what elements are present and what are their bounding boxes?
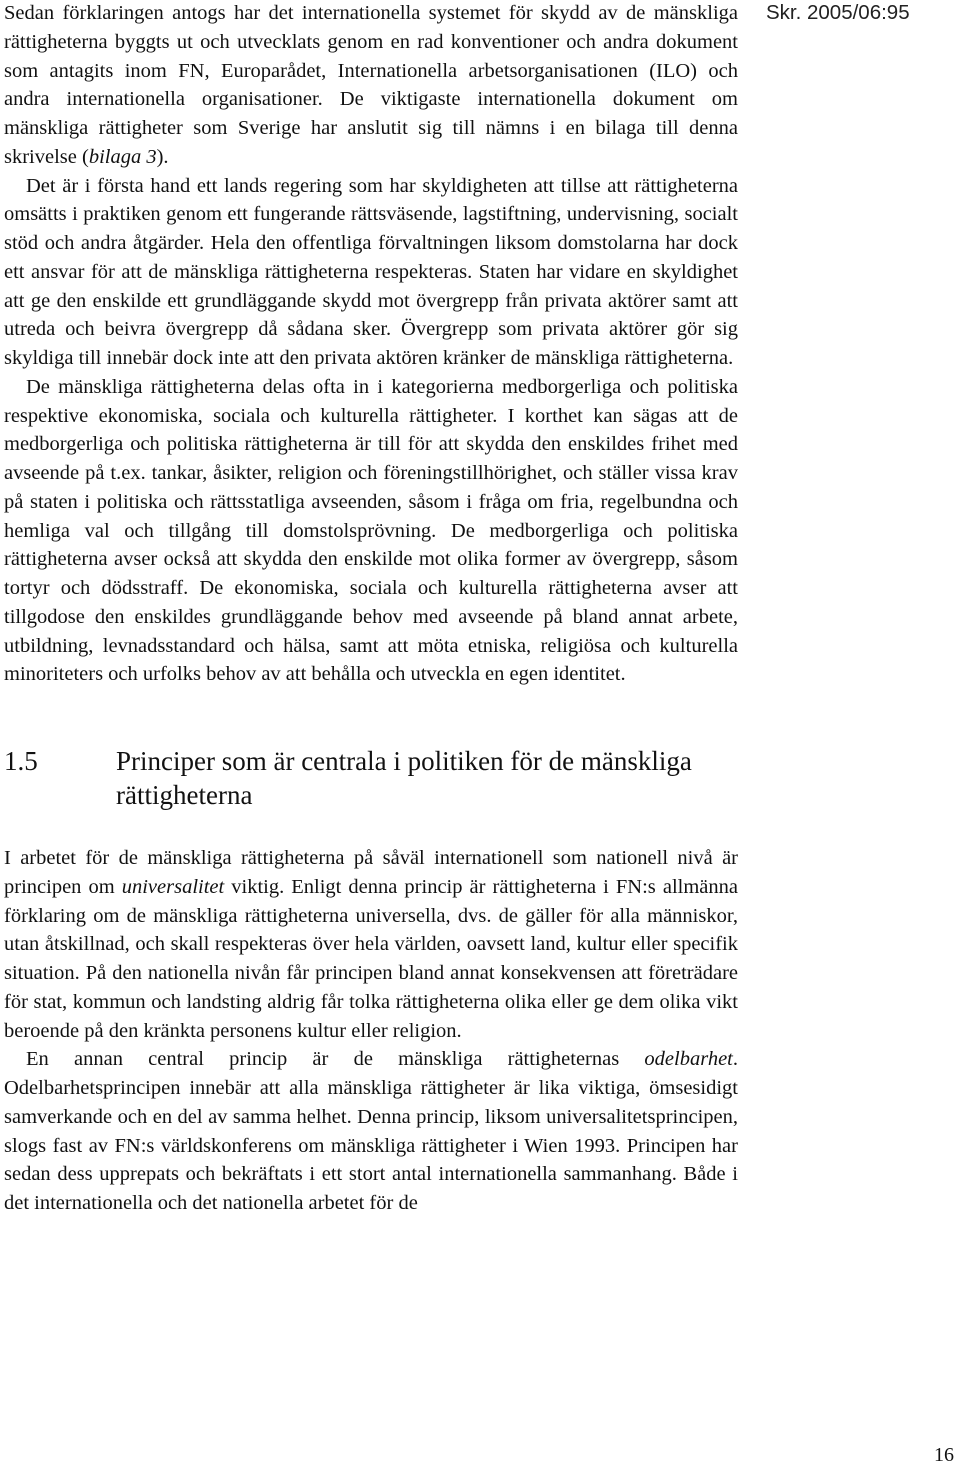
document-reference: Skr. 2005/06:95 [766,1,910,24]
paragraph-1-after: ). [156,145,169,168]
section-title: Principer som är centrala i politiken för de mänskliga rättigheterna [116,746,692,810]
body-column [4,0,738,1218]
section-number: 1.5 [4,746,38,776]
paragraph-1 [4,0,738,172]
page-number: 16 [934,1444,954,1466]
paragraph-3: De mänskliga rättigheterna delas ofta in i kategorierna medborgerliga och politiska respektive ekonomiska, sociala och kulturella rättigheter. I korthet kan sägas att de medborgerliga och politiska rättigheterna är till för att skydda den enskildes frihet med avseende på t.ex. tankar, åsikter, religion och föreningstillhörighet, och ställer vissa krav på staten i politiska och rättsstatliga avseenden, såsom i fråga om fria, regelbundna och hemliga val och tillgång till domstolsprövning. De medborgerliga och politiska rättigheterna avser också att skydda den enskilde mot olika former av övergrepp, såsom tortyr och dödsstraff. De ekonomiska, sociala och kulturella rättigheterna avser att tillgodose den enskildes grundläggande behov med avseende på bland annat arbete, utbildning, levnadsstandard och hälsa, samt att möta etniska, religiösa och kulturella minoriteters och urfolks behov av att behålla och utveckla en egen identitet. [4,375,738,686]
section-spacer [4,689,738,744]
paragraph-5-italic: odelbarhet [644,1048,733,1071]
section-heading [4,744,738,812]
paragraph-5-before: En annan central princip är de mänskliga rättigheternas [26,1048,645,1071]
paragraph-1-text: Sedan förklaringen antogs har det internationella systemet för skydd av de mänskliga rättigheterna byggts ut och utvecklats genom en rad konventioner och andra dokument som antagits inom FN, Europarådet, Internationella arbetsorganisationen (ILO) och andra internationella organisationer. De viktigaste internationella dokument om mänskliga rättigheter som Sverige har anslutit sig till nämns i en bilaga till denna skrivelse ( [4,2,738,168]
paragraph-1-italic: bilaga 3 [88,145,157,168]
paragraph-4 [4,844,738,1045]
paragraph-5-after: . Odelbarhetsprincipen innebär att alla mänskliga rättigheter är lika viktiga, ömsesidigt samverkande och en del av samma helhet. Denna princip, liksom universalitetsprincipen, slogs fast av FN:s världskonferens om mänskliga rättigheter i Wien 1993. Principen har sedan dess upprepats och bekräftats i ett stort antal internationella sammanhang. Både i det internationella och det nationella arbetet för de [4,1048,738,1214]
paragraph-2: Det är i första hand ett lands regering som har skyldigheten att tillse att rättigheterna omsätts i praktiken genom ett fungerande rättsväsende, lagstiftning, undervisning, socialt stöd och andra åtgärder. Hela den offentliga förvaltningen liksom domstolarna har dock ett ansvar för att de mänskliga rättigheterna respekteras. Staten har vidare en skyldighet att ge den enskilde ett grundläggande skydd mot övergrepp från privata aktörer samt att utreda och beivra övergrepp då sådana sker. Övergrepp som privata aktörer gör sig skyldiga till innebär dock inte att den privata aktören kränker de mänskliga rättigheterna. [4,174,738,369]
paragraph-4-before: I arbetet för de mänskliga rättigheterna på såväl internationell som nationell nivå är principen om [4,847,738,898]
paragraph-4-after: viktig. Enligt denna princip är rättigheterna i FN:s allmänna förklaring om de mänskliga rättigheterna universella, dvs. de gäller för alla människor, utan åtskillnad, och skall respekteras över hela världen, oavsett land, kultur eller specifik situation. På den nationella nivån får principen bland annat konsekvensen att företrädare för stat, kommun och landsting aldrig får tolka rättigheterna olika eller ge dem olika vikt beroende på den kränkta personens kultur eller religion. [4,875,738,1042]
paragraph-5 [4,1045,738,1218]
paragraph-4-italic: universalitet [121,875,225,898]
